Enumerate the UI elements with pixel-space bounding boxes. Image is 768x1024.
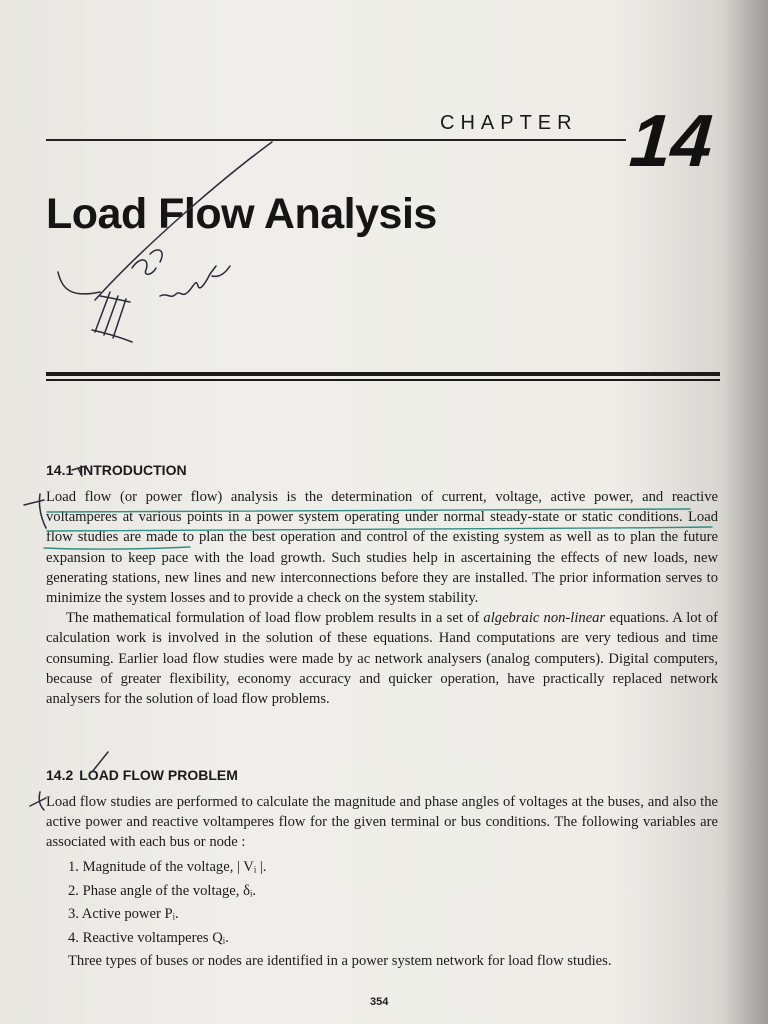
section-heading-introduction [46,462,187,478]
closing-sentence: Three types of buses or nodes are identified in a power system network for load flow studies. [68,953,612,969]
book-spine-shadow [724,0,768,1024]
list-item: 4. Reactive voltamperes Qᵢ. [68,929,229,946]
section-title: LOAD FLOW PROBLEM [79,767,238,783]
pen-stroke [58,272,100,294]
paragraph: Load flow studies are performed to calculate the magnitude and phase angles of voltages at the buses, and also the active power and reactive voltamperes flow for the given terminal or bus conditions. The following variables are associated with each bus or node : [46,794,718,851]
title-rule-thick [46,372,720,376]
chapter-title: Load Flow Analysis [46,190,437,238]
section-heading-load-flow-problem [46,767,238,783]
pen-stroke [92,296,132,342]
paragraph: The mathematical formulation of load flow problem results in a set of algebraic non-linear equations. A lot of calculation work is involved in the solution of these equations. Hand computations are very tedious and time consuming. Earlier load flow studies were made by ac network analysers (analog computers). Digital computers, because of greater flexibility, economy accuracy and quicker operation, have practically replaced network analysers for the solution of load flow problems. [46,610,718,708]
section-number: 14.1 [46,462,74,478]
pen-stroke [24,494,46,528]
list-item: 1. Magnitude of the voltage, | Vᵢ |. [68,859,267,875]
load-flow-problem-body [46,792,718,853]
pen-stroke [160,266,230,296]
chapter-number: 14 [627,99,716,182]
chapter-label: CHAPTER [440,112,578,134]
introduction-body [46,487,718,709]
bus-variables-list [68,856,266,950]
pen-stroke [132,260,156,274]
section-number: 14.2 [46,767,74,783]
pen-stroke [95,292,126,338]
section-title: INTRODUCTION [79,462,187,478]
handwritten-note-anchor: III rd unit [132,285,137,286]
list-item: 3. Active power Pᵢ. [68,906,179,922]
pen-stroke [150,250,162,262]
list-item: 2. Phase angle of the voltage, δᵢ. [68,882,256,899]
page-number: 354 [370,996,389,1008]
paragraph: Load flow (or power flow) analysis is the determination of current, voltage, active power, and reactive voltamperes at various points in a power system operating under normal steady-state or static conditions. Load flow studies are made to plan the best operation and control of the existing system as well as to plan the future expansion to keep pace with the load growth. Such studies help in ascertaining the effects of new loads, new generating stations, new lines and new interconnections before they are installed. The prior information serves to minimize the system losses and to provide a check on the system stability. [46,489,718,607]
title-rule-thin [46,379,720,381]
chapter-rule [46,139,626,141]
